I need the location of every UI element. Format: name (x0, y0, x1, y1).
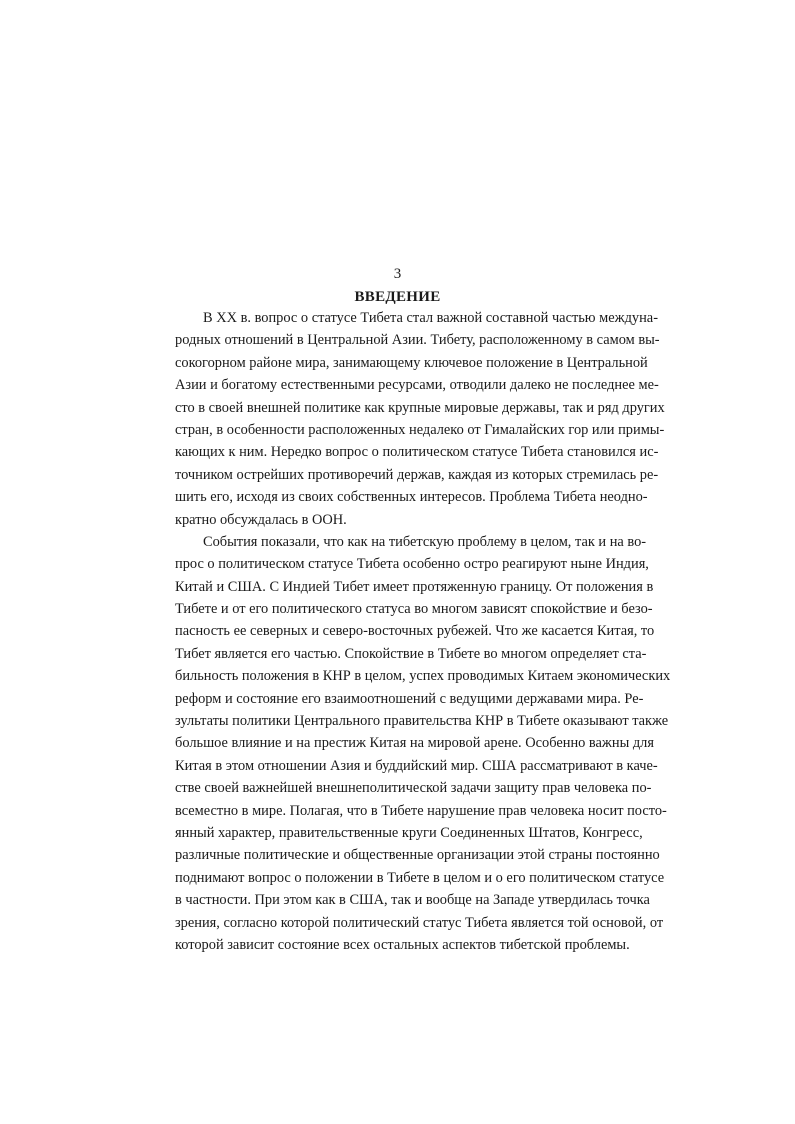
text-line: зультаты политики Центрального правительства КНР в Тибете оказывают также (175, 713, 669, 730)
text-line: различные политические и общественные организации этой страны постоянно (175, 847, 660, 864)
text-line: большое влияние и на престиж Китая на мировой арене. Особенно важны для (175, 735, 654, 752)
page-number: 3 (393, 266, 402, 282)
text-line: точником острейших противоречий держав, каждая из которых стремилась ре- (175, 466, 659, 483)
text-line: поднимают вопрос о положении в Тибете в целом и о его политическом статусе (175, 869, 665, 886)
text-line: пасность ее северных и северо-восточных рубежей. Что же касается Китая, то (175, 623, 655, 640)
text-line: бильность положения в КНР в целом, успех проводимых Китаем экономических (175, 668, 671, 685)
paragraph-1 (175, 307, 665, 531)
text-line: стран, в особенности расположенных недалеко от Гималайских гор или примы- (175, 421, 665, 438)
text-line: сто в своей внешней политике как крупные мировые державы, так и ряд других (175, 399, 665, 416)
text-line: кающих к ним. Нередко вопрос о политическом статусе Тибета становился ис- (175, 444, 659, 461)
text-line: в частности. При этом как в США, так и вообще на Западе утвердилась точка (175, 892, 650, 909)
text-line: шить его, исходя из своих собственных интересов. Проблема Тибета неодно- (175, 489, 648, 506)
text-line: События показали, что как на тибетскую проблему в целом, так и на во- (203, 533, 647, 550)
text-line: всеместно в мире. Полагая, что в Тибете нарушение прав человека носит посто- (175, 802, 667, 819)
text-line: В XX в. вопрос о статусе Тибета стал важной составной частью междуна- (203, 310, 658, 326)
paragraph-2 (175, 531, 671, 956)
text-line: стве своей важнейшей внешнеполитической задачи защиту прав человека по- (175, 780, 652, 797)
text-line: зрения, согласно которой политический статус Тибета является той основой, от (175, 914, 664, 931)
body-text (175, 307, 671, 956)
text-line: Китая в этом отношении Азия и буддийский мир. США рассматривают в каче- (175, 757, 658, 774)
text-line: кратно обсуждалась в ООН. (175, 511, 347, 528)
text-line: Тибете и от его политического статуса во многом зависят спокойствие и безо- (175, 601, 653, 618)
text-line: Азии и богатому естественными ресурсами, отводили далеко не последнее ме- (175, 377, 659, 394)
text-line: Тибет является его частью. Спокойствие в Тибете во многом определяет ста- (175, 645, 647, 662)
text-line: янный характер, правительственные круги Соединенных Штатов, Конгресс, (175, 824, 643, 841)
text-line: Китай и США. С Индией Тибет имеет протяженную границу. От положения в (175, 578, 654, 595)
text-line: сокогорном районе мира, занимающему ключевое положение в Центральной (175, 354, 648, 371)
section-heading: ВВЕДЕНИЕ (354, 289, 441, 305)
text-line: прос о политическом статусе Тибета особенно остро реагируют ныне Индия, (175, 556, 649, 573)
text-line: реформ и состояние его взаимоотношений с ведущими державами мира. Ре- (175, 690, 644, 707)
text-line: родных отношений в Центральной Азии. Тибету, расположенному в самом вы- (175, 332, 660, 349)
text-line: которой зависит состояние всех остальных аспектов тибетской проблемы. (175, 936, 630, 953)
